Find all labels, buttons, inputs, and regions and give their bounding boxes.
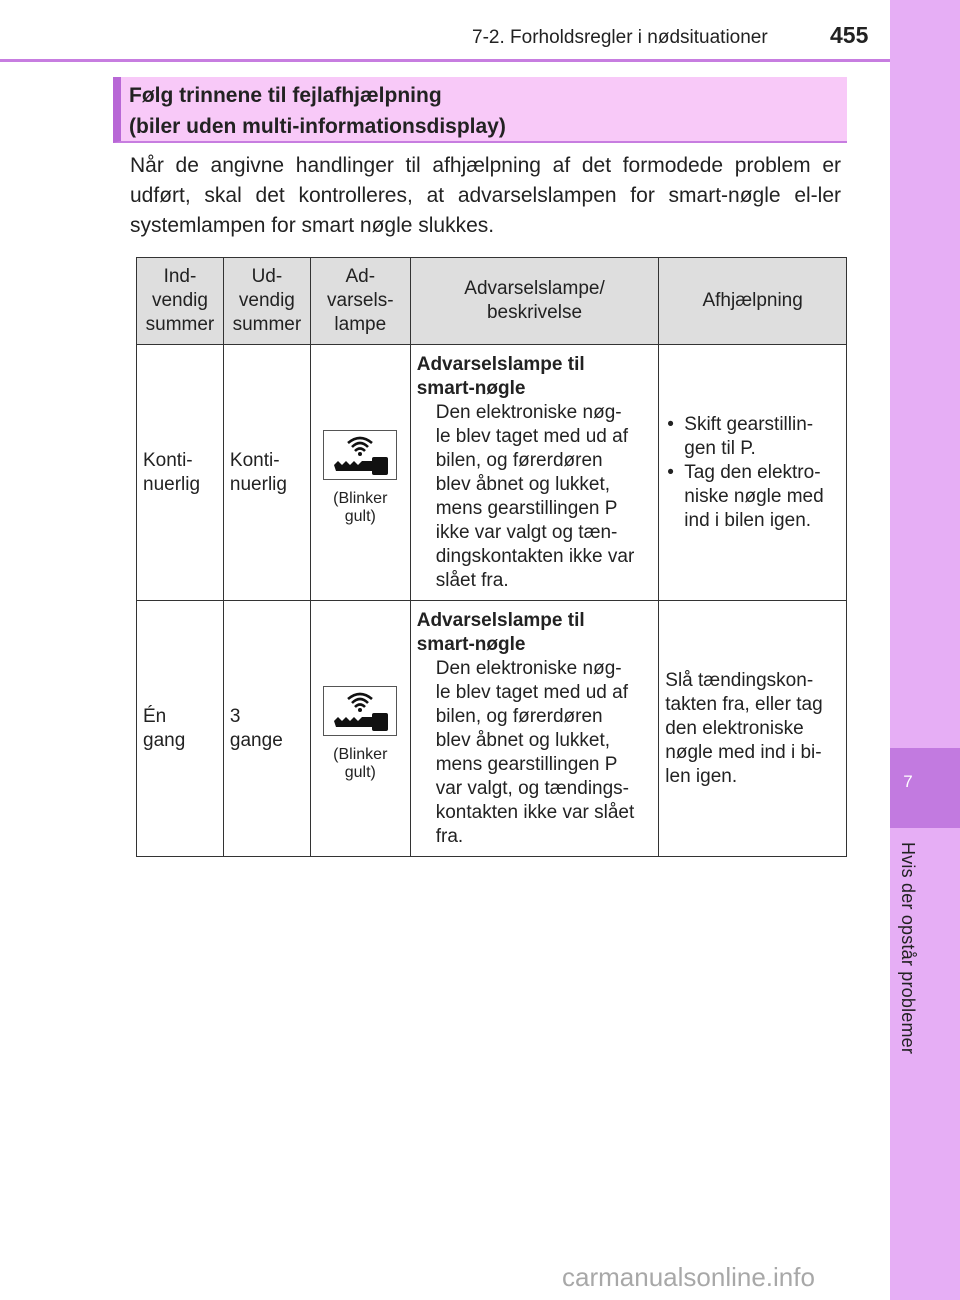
description-title: Advarselslampe til smart-nøgle	[416, 609, 585, 655]
chapter-title: Hvis der opstår problemer	[898, 842, 918, 1055]
blink-note: (Blinker gult)	[333, 489, 388, 525]
header-lamp-description: Advarselslampe/ beskrivelse	[410, 258, 659, 345]
header-inside-buzzer: Ind- vendig summer	[137, 258, 224, 345]
lamp-cell	[310, 601, 410, 857]
header-divider	[0, 59, 890, 62]
lamp-description-cell	[410, 345, 659, 601]
remedy-cell	[659, 345, 847, 601]
description-title: Advarselslampe til smart-nøgle	[416, 353, 585, 399]
inside-buzzer-cell: Konti- nuerlig	[137, 345, 224, 601]
intro-paragraph: Når de angivne handlinger til afhjælpning af det formodede problem er udført, skal det kontrolleres, at advarselslampen for smart-nøgle el-ler systemlampen for smart nøgle slukkes.	[130, 154, 841, 237]
chapter-tab[interactable]	[890, 748, 960, 828]
header-remedy: Afhjælpning	[659, 258, 847, 345]
list-item: • Skift gearstillin- gen til P.	[665, 413, 840, 461]
heading-line: Følg trinnene til fejlafhjælpning	[129, 84, 442, 107]
header-warning-lamp: Ad- varsels- lampe	[310, 258, 410, 345]
heading-line: (biler uden multi-informationsdisplay)	[129, 115, 506, 138]
header-outside-buzzer: Ud- vendig summer	[223, 258, 310, 345]
description-body: Den elektroniske nøg- le blev taget med ud af bilen, og førerdøren blev åbnet og lukket, mens gearstillingen P var valgt, og tændings- kontakten ikke var slået fra.	[435, 657, 635, 847]
remedy-cell: Slå tændingskon- takten fra, eller tag den elektroniske nøgle med ind i bi- len igen.	[659, 601, 847, 857]
list-item: • Tag den elektro- niske nøgle med ind i bilen igen.	[665, 461, 840, 533]
inside-buzzer-cell: Én gang	[137, 601, 224, 857]
table-row	[137, 601, 847, 857]
table-header-row	[137, 258, 847, 345]
outside-buzzer-cell: 3 gange	[223, 601, 310, 857]
remedy-list	[665, 413, 840, 533]
section-title: 7-2. Forholdsregler i nødsituationer	[472, 27, 768, 48]
chapter-number: 7	[903, 772, 913, 791]
warning-table	[136, 257, 847, 857]
page-number: 455	[830, 22, 869, 48]
description-body: Den elektroniske nøg- le blev taget med ud af bilen, og førerdøren blev åbnet og lukket, mens gearstillingen P ikke var valgt og tæn- dingskontakten ikke var slået fra.	[435, 401, 635, 591]
lamp-cell	[310, 345, 410, 601]
smart-key-warning-icon	[323, 686, 397, 736]
blink-note: (Blinker gult)	[333, 745, 388, 781]
chapter-sidebar	[890, 0, 960, 1300]
lamp-description-cell	[410, 601, 659, 857]
smart-key-warning-icon	[323, 430, 397, 480]
table-row	[137, 345, 847, 601]
watermark[interactable]: carmanualsonline.info	[562, 1262, 815, 1292]
outside-buzzer-cell: Konti- nuerlig	[223, 345, 310, 601]
procedure-heading	[113, 77, 847, 143]
